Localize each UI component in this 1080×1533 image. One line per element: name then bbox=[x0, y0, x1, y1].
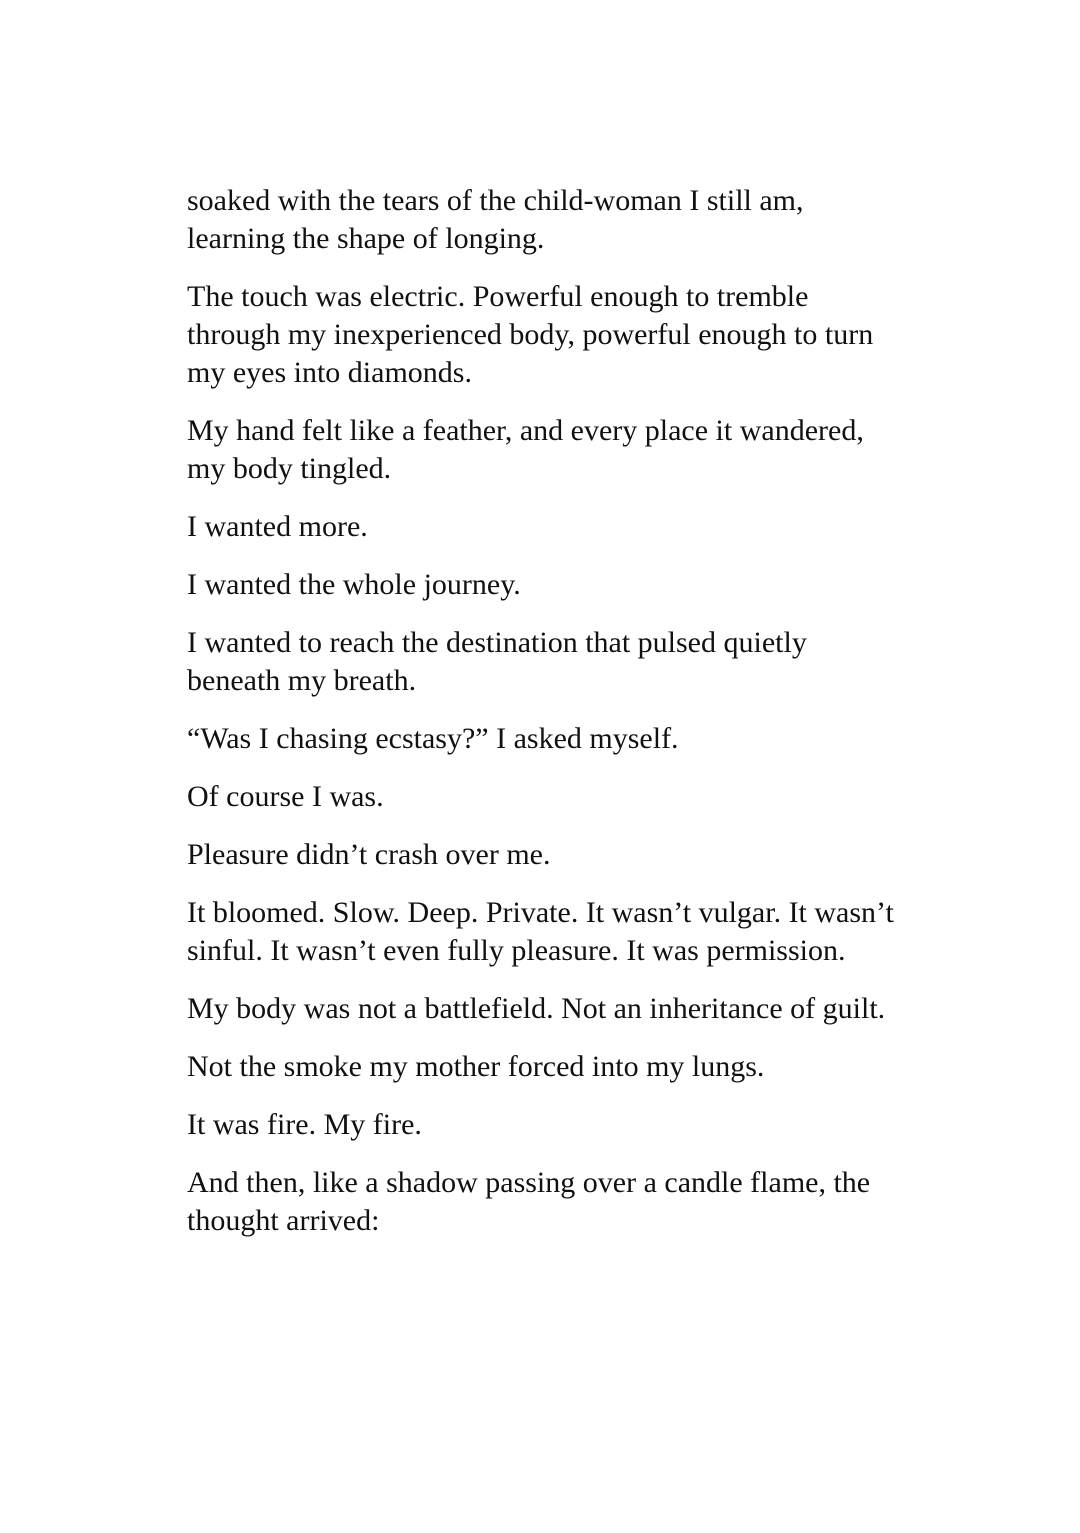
body-text bbox=[187, 182, 907, 1260]
paragraph: It bloomed. Slow. Deep. Private. It wasn’t vulgar. It wasn’t sinful. It wasn’t even fully pleasure. It was permission. bbox=[187, 896, 894, 967]
paragraph: soaked with the tears of the child-woman I still am, learning the shape of longing. bbox=[187, 184, 804, 255]
paragraph: It was fire. My fire. bbox=[187, 1108, 422, 1141]
paragraph: My hand felt like a feather, and every place it wandered, my body tingled. bbox=[187, 414, 864, 485]
paragraph: Not the smoke my mother forced into my lungs. bbox=[187, 1050, 765, 1083]
paragraph: And then, like a shadow passing over a candle flame, the thought arrived: bbox=[187, 1166, 871, 1237]
paragraph: Of course I was. bbox=[187, 780, 384, 813]
paragraph: I wanted the whole journey. bbox=[187, 568, 521, 601]
paragraph: Pleasure didn’t crash over me. bbox=[187, 838, 551, 871]
paragraph: I wanted to reach the destination that pulsed quietly beneath my breath. bbox=[187, 626, 807, 697]
paragraph: I wanted more. bbox=[187, 510, 368, 543]
paragraph: “Was I chasing ecstasy?” I asked myself. bbox=[187, 722, 679, 755]
paragraph: The touch was electric. Powerful enough to tremble through my inexperienced body, powerful enough to turn my eyes into diamonds. bbox=[187, 280, 874, 389]
paragraph: My body was not a battlefield. Not an inheritance of guilt. bbox=[187, 992, 886, 1025]
